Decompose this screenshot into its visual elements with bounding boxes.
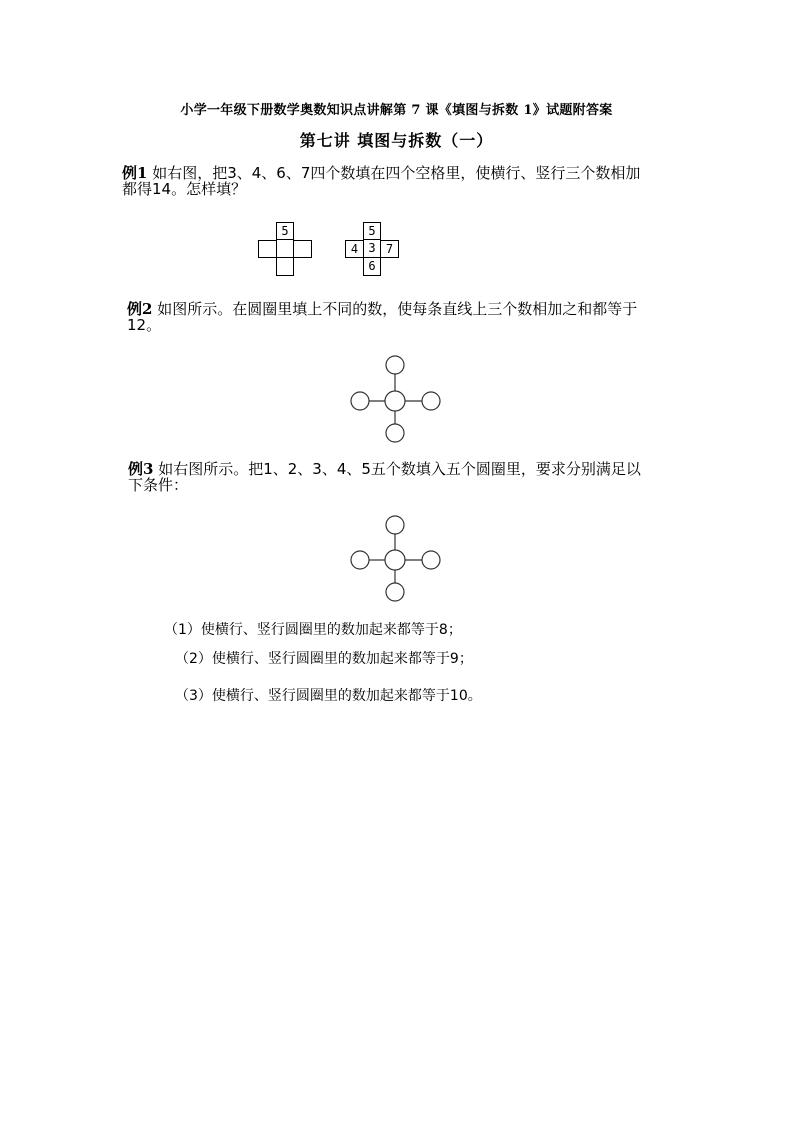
circle-top <box>386 516 404 534</box>
grid-cell-bottom: 6 <box>363 258 381 276</box>
circle-right <box>422 551 440 569</box>
example-1-line-2: 都得14。怎样填？ <box>122 180 247 198</box>
example-3-label: 例3 <box>128 460 154 478</box>
example-2-line-2: 12。 <box>127 316 162 334</box>
document-title: 小学一年级下册数学奥数知识点讲解第 7 课《填图与拆数 1》试题附答案 <box>180 103 613 118</box>
example-3-line-2: 下条件： <box>128 476 189 494</box>
grid-cell-center: 3 <box>363 240 381 258</box>
circle-top <box>386 356 404 374</box>
grid-cell-bottom <box>276 258 294 276</box>
condition-2: （2）使横行、竖行圆圈里的数加起来都等于9； <box>175 651 473 667</box>
example-2-line-1 <box>127 301 637 317</box>
grid-cell-left <box>258 240 276 258</box>
circle-bottom <box>386 424 404 442</box>
circle-bottom <box>386 583 404 601</box>
circle-center <box>385 391 405 411</box>
example-2-text: 如图所示。在圆圈里填上不同的数，使每条直线上三个数相加之和都等于 <box>152 300 638 318</box>
grid-cell-left: 4 <box>345 240 363 258</box>
condition-1: （1）使横行、竖行圆圈里的数加起来都等于8； <box>164 622 462 638</box>
grid-cell-center <box>276 240 294 258</box>
example-1-label: 例1 <box>122 164 148 182</box>
circle-right <box>422 392 440 410</box>
grid-cell-top: 5 <box>276 222 294 240</box>
example-1-question-grid <box>258 222 312 276</box>
grid-cell-top: 5 <box>363 222 381 240</box>
example-1-line-1 <box>122 165 640 181</box>
example-2-cross-circle-diagram <box>340 345 450 445</box>
condition-3: （3）使横行、竖行圆圈里的数加起来都等于10。 <box>175 688 482 704</box>
example-3-text: 如右图所示。把1、2、3、4、5五个数填入五个圆圈里，要求分别满足以 <box>153 460 641 478</box>
circle-center <box>385 550 405 570</box>
circle-left <box>351 392 369 410</box>
lesson-heading: 第七讲 填图与拆数（一） <box>299 131 494 150</box>
example-3-cross-circle-diagram <box>340 505 450 605</box>
example-2-label: 例2 <box>127 300 153 318</box>
grid-cell-right: 7 <box>381 240 399 258</box>
example-3-line-1 <box>128 461 641 477</box>
example-1-answer-grid <box>345 222 399 276</box>
grid-cell-right <box>294 240 312 258</box>
example-1-text: 如右图，把3、4、6、7四个数填在四个空格里，使横行、竖行三个数相加 <box>147 164 641 182</box>
circle-left <box>351 551 369 569</box>
